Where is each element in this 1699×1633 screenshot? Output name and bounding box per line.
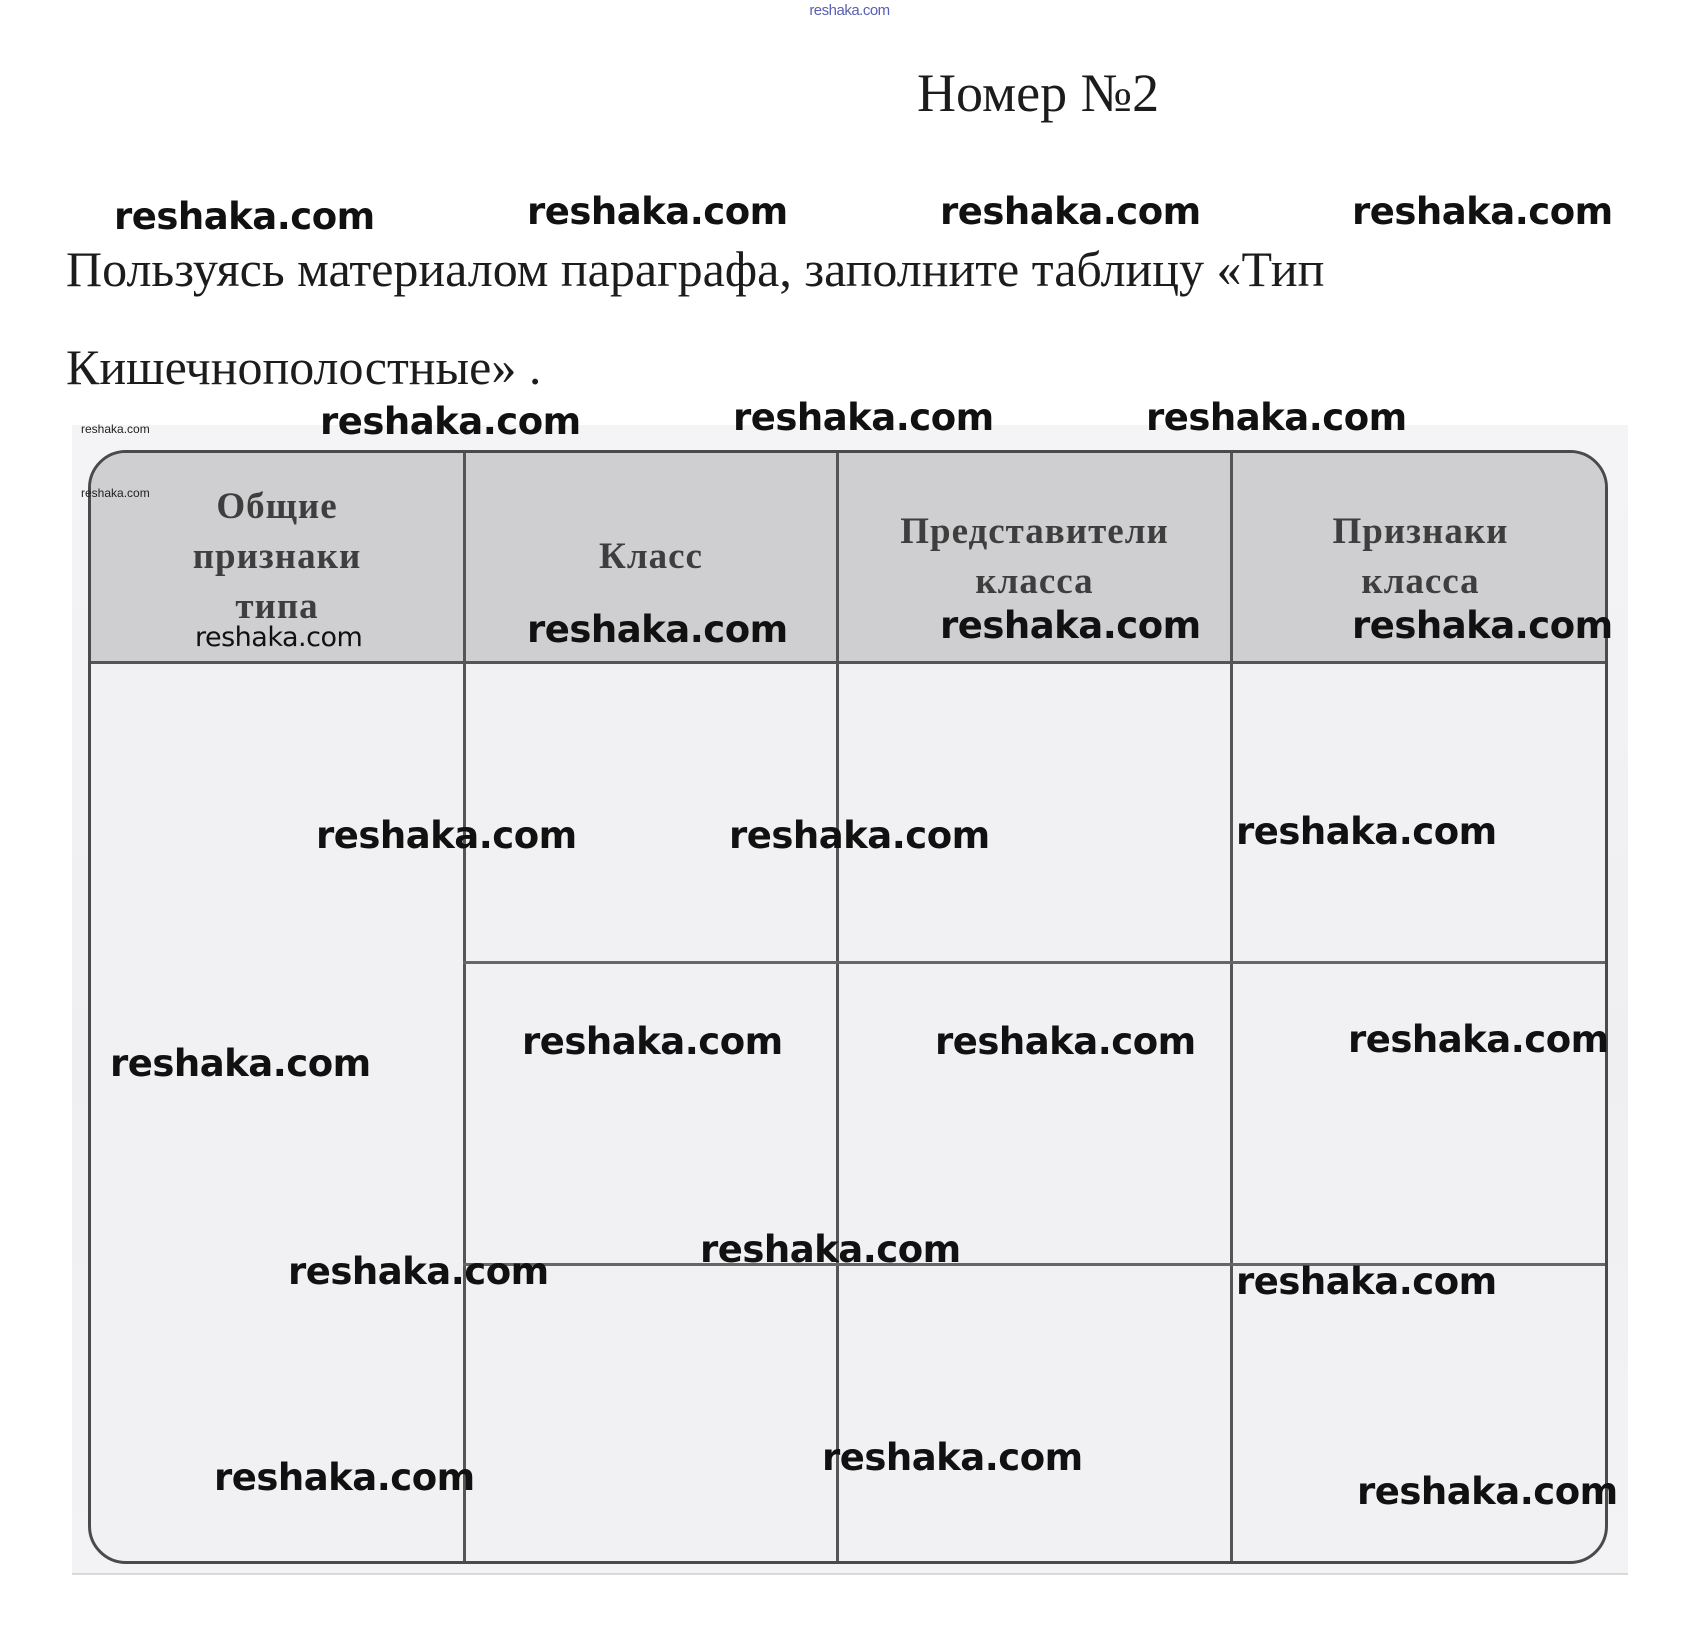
watermark: reshaka.com	[110, 1042, 371, 1085]
watermark-small: reshaka.com	[81, 486, 150, 500]
cell-common-features[interactable]	[91, 664, 463, 1564]
cell-class-row-1[interactable]	[466, 664, 836, 961]
site-watermark-top: reshaka.com	[809, 2, 890, 19]
watermark: reshaka.com	[700, 1228, 961, 1271]
header-class-features-line-1: Признаки	[1332, 511, 1509, 552]
watermark: reshaka.com	[1236, 810, 1497, 853]
header-common-features-line-1: Общие	[216, 486, 338, 527]
watermark: reshaka.com	[522, 1020, 783, 1063]
header-class-features-line-2: класса	[1361, 561, 1480, 602]
cell-representatives-row-3[interactable]	[839, 1266, 1230, 1564]
cell-representatives-row-2[interactable]	[839, 964, 1230, 1263]
cell-class-features-row-3[interactable]	[1233, 1266, 1608, 1564]
cell-class-row-2[interactable]	[466, 964, 836, 1263]
watermark: reshaka.com	[822, 1436, 1083, 1479]
scan-bottom-edge	[72, 1573, 1628, 1575]
watermark: reshaka.com	[527, 608, 788, 651]
watermark: reshaka.com	[935, 1020, 1196, 1063]
header-representatives-line-1: Представители	[900, 511, 1169, 552]
watermark: reshaka.com	[1348, 1018, 1609, 1061]
header-common-features-line-3: типа	[235, 586, 319, 627]
header-class-line-1: Класс	[599, 536, 703, 577]
watermark: reshaka.com	[320, 400, 581, 443]
watermark: reshaka.com	[729, 814, 990, 857]
watermark: reshaka.com	[195, 622, 363, 653]
watermark: reshaka.com	[1357, 1470, 1618, 1513]
cell-class-features-row-2[interactable]	[1233, 964, 1608, 1263]
watermark: reshaka.com	[940, 190, 1201, 233]
watermark: reshaka.com	[527, 190, 788, 233]
watermark: reshaka.com	[316, 814, 577, 857]
watermark: reshaka.com	[114, 195, 375, 238]
watermark: reshaka.com	[1352, 190, 1613, 233]
watermark: reshaka.com	[1352, 604, 1613, 647]
cell-class-row-3[interactable]	[466, 1266, 836, 1564]
cell-representatives-row-1[interactable]	[839, 664, 1230, 961]
watermark: reshaka.com	[214, 1456, 475, 1499]
watermark: reshaka.com	[288, 1250, 549, 1293]
header-representatives-line-2: класса	[975, 561, 1094, 602]
header-common-features-line-2: признаки	[192, 536, 362, 577]
watermark: reshaka.com	[1146, 396, 1407, 439]
task-number-heading: Номер №2	[917, 63, 1160, 123]
watermark: reshaka.com	[1236, 1260, 1497, 1303]
watermark: reshaka.com	[940, 604, 1201, 647]
watermark-small: reshaka.com	[81, 422, 150, 436]
watermark: reshaka.com	[733, 396, 994, 439]
task-instruction: Пользуясь материалом параграфа, заполните таблицу «Тип Кишечнополостные» .	[66, 241, 1325, 395]
